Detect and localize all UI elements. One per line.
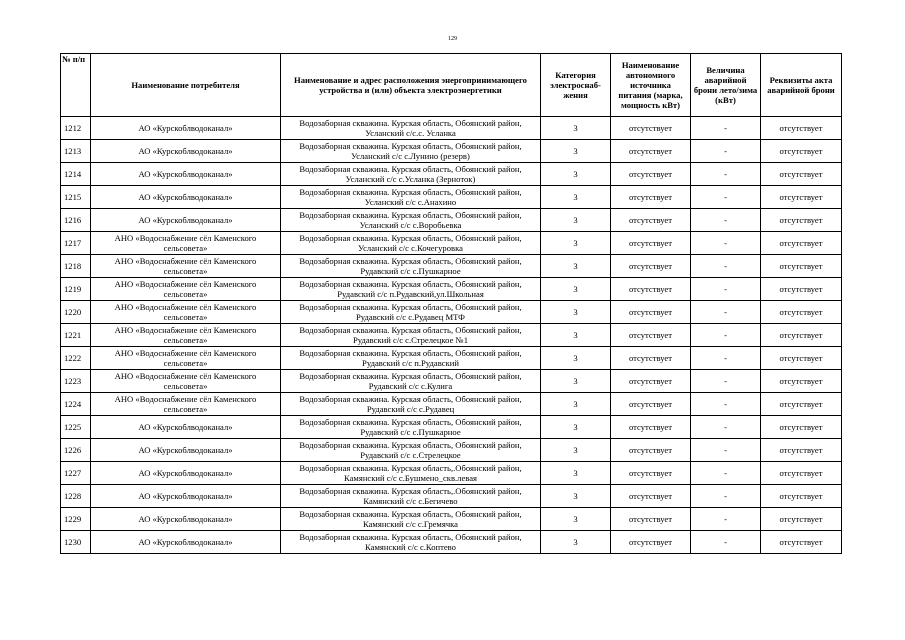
category-cell: 3 xyxy=(541,117,611,140)
object-address-cell: Водозаборная скважина. Курская область, Обоянский район, Рудавский с/с с.Стрелецкое №1 xyxy=(281,324,541,347)
column-header-object: Наименование и адрес расположения энергопринимающего устройства и (или) объекта электроэнергетики xyxy=(281,54,541,117)
autonomous-source-cell: отсутствует xyxy=(611,117,691,140)
consumer-cell: АО «Курскоблводоканал» xyxy=(91,485,281,508)
object-address-cell: Водозаборная скважина. Курская область, Обоянский район, Рудавский с/с с.Рудавец МТФ xyxy=(281,301,541,324)
reserve-cell: - xyxy=(691,393,761,416)
table-row xyxy=(61,140,842,163)
consumer-cell: АО «Курскоблводоканал» xyxy=(91,462,281,485)
category-cell: 3 xyxy=(541,140,611,163)
reserve-cell: - xyxy=(691,416,761,439)
object-address-cell: Водозаборная скважина. Курская область, Обоянский район, Рудавский с/с п.Рудавский xyxy=(281,347,541,370)
autonomous-source-cell: отсутствует xyxy=(611,140,691,163)
category-cell: 3 xyxy=(541,462,611,485)
object-address-cell: Водозаборная скважина. Курская область, Обоянский район, Камянский с/с с.Гремячка xyxy=(281,508,541,531)
table-row xyxy=(61,462,842,485)
table-row xyxy=(61,508,842,531)
reserve-cell: - xyxy=(691,439,761,462)
requisites-cell: отсутствует xyxy=(761,393,842,416)
object-address-cell: Водозаборная скважина. Курская область, Обоянский район, Рудавский с/с с.Стрелецкое xyxy=(281,439,541,462)
consumer-cell: АО «Курскоблводоканал» xyxy=(91,209,281,232)
row-number: 1219 xyxy=(61,278,91,301)
reserve-cell: - xyxy=(691,462,761,485)
object-address-cell: Водозаборная скважина. Курская область, Обоянский район, Усланский с/с с.Усланка (Зерноток) xyxy=(281,163,541,186)
autonomous-source-cell: отсутствует xyxy=(611,163,691,186)
autonomous-source-cell: отсутствует xyxy=(611,255,691,278)
row-number: 1217 xyxy=(61,232,91,255)
autonomous-source-cell: отсутствует xyxy=(611,485,691,508)
table-row xyxy=(61,255,842,278)
autonomous-source-cell: отсутствует xyxy=(611,393,691,416)
consumer-cell: АО «Курскоблводоканал» xyxy=(91,416,281,439)
category-cell: 3 xyxy=(541,508,611,531)
column-header-category: Категория электроснаб-жения xyxy=(541,54,611,117)
reserve-cell: - xyxy=(691,186,761,209)
autonomous-source-cell: отсутствует xyxy=(611,278,691,301)
object-address-cell: Водозаборная скважина. Курская область, Обоянский район, Рудавский с/с с.Рудавец xyxy=(281,393,541,416)
autonomous-source-cell: отсутствует xyxy=(611,508,691,531)
reserve-cell: - xyxy=(691,209,761,232)
category-cell: 3 xyxy=(541,416,611,439)
autonomous-source-cell: отсутствует xyxy=(611,439,691,462)
category-cell: 3 xyxy=(541,186,611,209)
row-number: 1212 xyxy=(61,117,91,140)
row-number: 1216 xyxy=(61,209,91,232)
consumer-cell: АНО «Водоснабжение сёл Каменского сельсовета» xyxy=(91,278,281,301)
requisites-cell: отсутствует xyxy=(761,186,842,209)
table-row xyxy=(61,163,842,186)
object-address-cell: Водозаборная скважина. Курская область, Обоянский район, Рудавский с/с с.Пушкарное xyxy=(281,416,541,439)
object-address-cell: Водозаборная скважина. Курская область, Обоянский район, Камянский с/с с.Коптево xyxy=(281,531,541,554)
object-address-cell: Водозаборная скважина. Курская область, Обоянский район, Рудавский с/с с.Кулига xyxy=(281,370,541,393)
category-cell: 3 xyxy=(541,209,611,232)
category-cell: 3 xyxy=(541,393,611,416)
consumer-cell: АНО «Водоснабжение сёл Каменского сельсовета» xyxy=(91,324,281,347)
requisites-cell: отсутствует xyxy=(761,416,842,439)
column-header-requisites: Реквизиты акта аварийной брони xyxy=(761,54,842,117)
column-header-autonomous: Наименование автономного источника питания (марка, мощность кВт) xyxy=(611,54,691,117)
reserve-cell: - xyxy=(691,531,761,554)
row-number: 1225 xyxy=(61,416,91,439)
requisites-cell: отсутствует xyxy=(761,485,842,508)
table-row xyxy=(61,531,842,554)
category-cell: 3 xyxy=(541,163,611,186)
object-address-cell: Водозаборная скважина. Курская область, Обоянский район, Усланский с/с с.Анахино xyxy=(281,186,541,209)
requisites-cell: отсутствует xyxy=(761,278,842,301)
table-header xyxy=(61,54,842,117)
requisites-cell: отсутствует xyxy=(761,117,842,140)
row-number: 1222 xyxy=(61,347,91,370)
table-row xyxy=(61,347,842,370)
consumer-cell: АО «Курскоблводоканал» xyxy=(91,531,281,554)
reserve-cell: - xyxy=(691,255,761,278)
category-cell: 3 xyxy=(541,255,611,278)
category-cell: 3 xyxy=(541,485,611,508)
autonomous-source-cell: отсутствует xyxy=(611,416,691,439)
consumer-cell: АНО «Водоснабжение сёл Каменского сельсовета» xyxy=(91,255,281,278)
requisites-cell: отсутствует xyxy=(761,370,842,393)
column-header-reserve: Величина аварийной брони лето/зима (кВт) xyxy=(691,54,761,117)
object-address-cell: Водозаборная скважина. Курская область,.Обоянский район, Камянский с/с с.Бегичево xyxy=(281,485,541,508)
autonomous-source-cell: отсутствует xyxy=(611,347,691,370)
object-address-cell: Водозаборная скважина. Курская область,.Обоянский район, Камянский с/с с.Бушмено_скв.левая xyxy=(281,462,541,485)
table-row xyxy=(61,278,842,301)
emergency-reserve-table xyxy=(60,53,842,554)
row-number: 1213 xyxy=(61,140,91,163)
reserve-cell: - xyxy=(691,163,761,186)
row-number: 1226 xyxy=(61,439,91,462)
row-number: 1227 xyxy=(61,462,91,485)
row-number: 1218 xyxy=(61,255,91,278)
autonomous-source-cell: отсутствует xyxy=(611,531,691,554)
table-body xyxy=(61,117,842,554)
category-cell: 3 xyxy=(541,347,611,370)
consumer-cell: АНО «Водоснабжение сёл Каменского сельсовета» xyxy=(91,301,281,324)
consumer-cell: АО «Курскоблводоканал» xyxy=(91,439,281,462)
table-row xyxy=(61,209,842,232)
consumer-cell: АНО «Водоснабжение сёл Каменского сельсовета» xyxy=(91,232,281,255)
row-number: 1224 xyxy=(61,393,91,416)
row-number: 1221 xyxy=(61,324,91,347)
autonomous-source-cell: отсутствует xyxy=(611,232,691,255)
row-number: 1223 xyxy=(61,370,91,393)
row-number: 1215 xyxy=(61,186,91,209)
reserve-cell: - xyxy=(691,301,761,324)
requisites-cell: отсутствует xyxy=(761,140,842,163)
consumer-cell: АНО «Водоснабжение сёл Каменского сельсовета» xyxy=(91,347,281,370)
consumer-cell: АНО «Водоснабжение сёл Каменского сельсовета» xyxy=(91,393,281,416)
reserve-cell: - xyxy=(691,324,761,347)
table-row xyxy=(61,301,842,324)
row-number: 1220 xyxy=(61,301,91,324)
requisites-cell: отсутствует xyxy=(761,324,842,347)
table-row xyxy=(61,117,842,140)
table-row xyxy=(61,232,842,255)
category-cell: 3 xyxy=(541,531,611,554)
table-row xyxy=(61,393,842,416)
requisites-cell: отсутствует xyxy=(761,531,842,554)
table-row xyxy=(61,416,842,439)
requisites-cell: отсутствует xyxy=(761,347,842,370)
autonomous-source-cell: отсутствует xyxy=(611,301,691,324)
object-address-cell: Водозаборная скважина. Курская область, Обоянский район, Усланский с/с с.Кочегуровка xyxy=(281,232,541,255)
row-number: 1228 xyxy=(61,485,91,508)
reserve-cell: - xyxy=(691,140,761,163)
autonomous-source-cell: отсутствует xyxy=(611,324,691,347)
column-header-consumer: Наименование потребителя xyxy=(91,54,281,117)
category-cell: 3 xyxy=(541,232,611,255)
consumer-cell: АНО «Водоснабжение сёл Каменского сельсовета» xyxy=(91,370,281,393)
object-address-cell: Водозаборная скважина. Курская область, Обоянский район, Усланский с/с с.Лунино (резерв) xyxy=(281,140,541,163)
object-address-cell: Водозаборная скважина. Курская область, Обоянский район, Усланский с/с с.Воробьевка xyxy=(281,209,541,232)
consumer-cell: АО «Курскоблводоканал» xyxy=(91,117,281,140)
object-address-cell: Водозаборная скважина. Курская область, Обоянский район, Рудавский с/с с.Пушкарное xyxy=(281,255,541,278)
reserve-cell: - xyxy=(691,278,761,301)
consumer-cell: АО «Курскоблводоканал» xyxy=(91,508,281,531)
table-row xyxy=(61,324,842,347)
object-address-cell: Водозаборная скважина. Курская область, Обоянский район, Усланский с/с.с. Усланка xyxy=(281,117,541,140)
table-row xyxy=(61,186,842,209)
requisites-cell: отсутствует xyxy=(761,209,842,232)
category-cell: 3 xyxy=(541,278,611,301)
requisites-cell: отсутствует xyxy=(761,232,842,255)
requisites-cell: отсутствует xyxy=(761,255,842,278)
autonomous-source-cell: отсутствует xyxy=(611,370,691,393)
table-row xyxy=(61,370,842,393)
row-number: 1230 xyxy=(61,531,91,554)
table-row xyxy=(61,439,842,462)
requisites-cell: отсутствует xyxy=(761,439,842,462)
category-cell: 3 xyxy=(541,301,611,324)
requisites-cell: отсутствует xyxy=(761,163,842,186)
requisites-cell: отсутствует xyxy=(761,508,842,531)
reserve-cell: - xyxy=(691,232,761,255)
category-cell: 3 xyxy=(541,324,611,347)
reserve-cell: - xyxy=(691,485,761,508)
page-number: 129 xyxy=(448,36,457,42)
object-address-cell: Водозаборная скважина. Курская область, Обоянский район, Рудавский с/с п.Рудавский,ул.Школьная xyxy=(281,278,541,301)
autonomous-source-cell: отсутствует xyxy=(611,186,691,209)
requisites-cell: отсутствует xyxy=(761,301,842,324)
autonomous-source-cell: отсутствует xyxy=(611,209,691,232)
consumer-cell: АО «Курскоблводоканал» xyxy=(91,163,281,186)
category-cell: 3 xyxy=(541,370,611,393)
row-number: 1214 xyxy=(61,163,91,186)
reserve-cell: - xyxy=(691,508,761,531)
category-cell: 3 xyxy=(541,439,611,462)
reserve-cell: - xyxy=(691,117,761,140)
column-header-num: № п/п xyxy=(61,54,91,117)
requisites-cell: отсутствует xyxy=(761,462,842,485)
row-number: 1229 xyxy=(61,508,91,531)
consumer-cell: АО «Курскоблводоканал» xyxy=(91,186,281,209)
autonomous-source-cell: отсутствует xyxy=(611,462,691,485)
reserve-cell: - xyxy=(691,347,761,370)
reserve-cell: - xyxy=(691,370,761,393)
table-row xyxy=(61,485,842,508)
consumer-cell: АО «Курскоблводоканал» xyxy=(91,140,281,163)
